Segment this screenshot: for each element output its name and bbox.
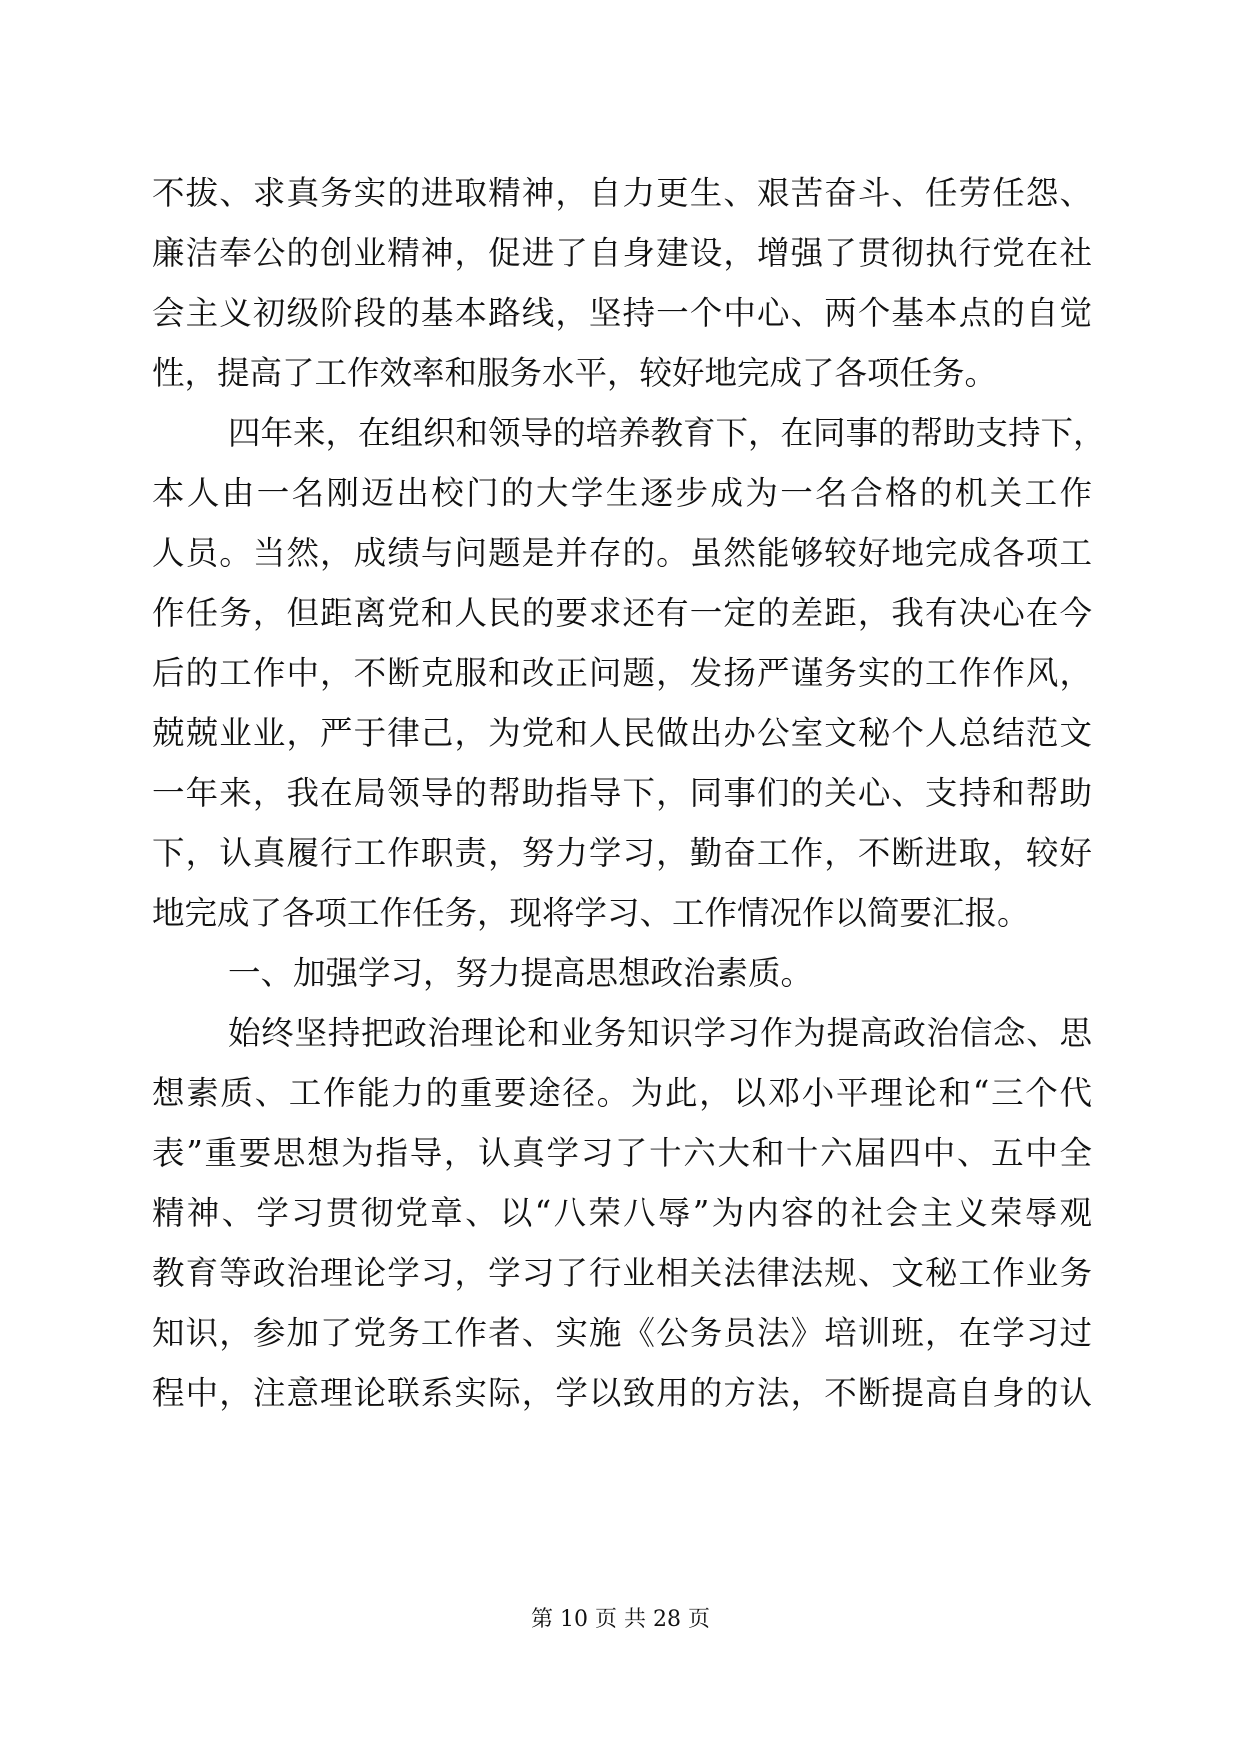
body-line: 精神、学习贯彻党章、以“八荣八辱”为内容的社会主义荣辱观 xyxy=(152,1194,1092,1232)
body-line: 兢兢业业，严于律己，为党和人民做出办公室文秘个人总结范文 xyxy=(152,714,1092,752)
body-line: 人员。当然，成绩与问题是并存的。虽然能够较好地完成各项工 xyxy=(152,534,1092,572)
section-heading: 一、加强学习，努力提高思想政治素质。 xyxy=(228,954,814,992)
body-line: 后的工作中，不断克服和改正问题，发扬严谨务实的工作作风， xyxy=(152,654,1092,692)
page-number-footer: 第 10 页 共 28 页 xyxy=(531,1607,710,1632)
body-line: 一年来，我在局领导的帮助指导下，同事们的关心、支持和帮助 xyxy=(152,774,1092,812)
body-line: 地完成了各项工作任务，现将学习、工作情况作以简要汇报。 xyxy=(152,894,1030,932)
body-line: 会主义初级阶段的基本路线，坚持一个中心、两个基本点的自觉 xyxy=(152,294,1092,332)
body-line: 下，认真履行工作职责，努力学习，勤奋工作，不断进取，较好 xyxy=(152,834,1092,872)
body-line: 作任务，但距离党和人民的要求还有一定的差距，我有决心在今 xyxy=(152,594,1092,632)
body-line: 程中，注意理论联系实际，学以致用的方法，不断提高自身的认 xyxy=(152,1374,1092,1412)
body-line: 表”重要思想为指导，认真学习了十六大和十六届四中、五中全 xyxy=(152,1134,1092,1172)
body-line: 想素质、工作能力的重要途径。为此，以邓小平理论和“三个代 xyxy=(152,1074,1092,1112)
body-line: 知识，参加了党务工作者、实施《公务员法》培训班，在学习过 xyxy=(152,1314,1092,1352)
body-line: 不拔、求真务实的进取精神，自力更生、艰苦奋斗、任劳任怨、 xyxy=(152,174,1092,212)
body-line: 教育等政治理论学习，学习了行业相关法律法规、文秘工作业务 xyxy=(152,1254,1092,1292)
body-line: 性，提高了工作效率和服务水平，较好地完成了各项任务。 xyxy=(152,354,998,392)
paragraph-first-line: 始终坚持把政治理论和业务知识学习作为提高政治信念、思 xyxy=(228,1014,1092,1052)
paragraph-first-line: 四年来，在组织和领导的培养教育下，在同事的帮助支持下， xyxy=(228,414,1106,452)
body-line: 廉洁奉公的创业精神，促进了自身建设，增强了贯彻执行党在社 xyxy=(152,234,1092,272)
body-line: 本人由一名刚迈出校门的大学生逐步成为一名合格的机关工作 xyxy=(152,474,1092,512)
